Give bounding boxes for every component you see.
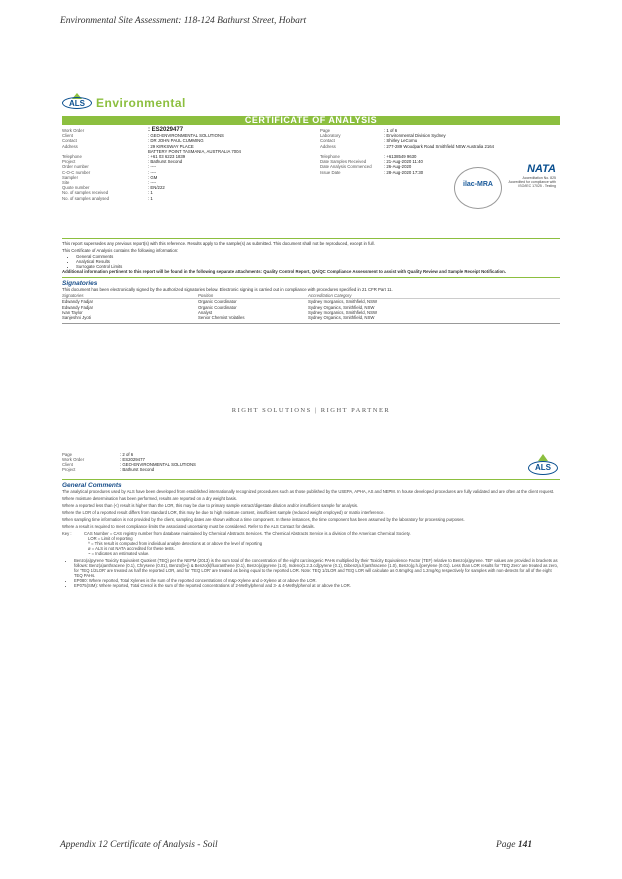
info-value: : Environmental Division Sydney (384, 133, 446, 139)
comment-paragraph: The analytical procedures used by ALS have been developed from established internationally recognized procedures such as those published by the USEPA, APHA, AS and NEPM. In house developed procedures are fully validated and are often at the client request. (62, 489, 555, 494)
info-label: Sampler (62, 174, 79, 180)
info-label: No. of samples analysed (62, 195, 110, 201)
label-work-order: Work Order (62, 457, 85, 462)
info-value: : DR JOHN PAUL CUMMING (148, 138, 204, 144)
value-page: : 2 of 6 (120, 452, 134, 457)
info-value: : ---- (148, 164, 157, 170)
info-value: : +6138549 9630 (384, 154, 417, 160)
comment-paragraph: When sampling time information is not provided by the client, sampling dates are shown without a time component. In these instances, the time component has been assumed by the laboratory for processing purposes. (62, 517, 465, 522)
table-row: Ivan Taylor Analyst Sydney Inorganics, Smithfield, NSW (62, 309, 378, 315)
supersedes-note: This report supersedes any previous report(s) with this reference. Results apply to the sample(s) as submitted. This document shall not be reproduced, except in full. (62, 241, 375, 246)
value-project: : Bathurst Second (120, 467, 155, 472)
general-comments-title: General Comments (62, 482, 122, 489)
info-value: : Bathurst Second (148, 159, 183, 165)
als-logo (62, 92, 560, 114)
general-comments (62, 489, 560, 588)
info-label: Site (62, 180, 70, 186)
info-label: Date Analysis Commenced (320, 164, 372, 170)
additional-info: Additional information pertinent to this report will be found in the following separate attachments: Quality Control Report, QA/QC Compliance Assessment to assist with Quality Review and Sample Receipt Notification. (62, 269, 506, 275)
info-value: : 26-Aug-2020 (384, 164, 412, 170)
page-number: Page 141 (496, 840, 533, 850)
info-value: : GM (148, 174, 158, 180)
right-labels (320, 128, 372, 175)
left-values (148, 128, 241, 201)
info-label: Telephone (62, 154, 82, 160)
info-label: No. of samples received (62, 190, 109, 196)
certificate-info (62, 125, 560, 237)
list-item: • Analytical Results (76, 259, 560, 264)
header-accreditation: Accreditation Category (308, 293, 352, 299)
certificate-of-analysis (62, 92, 560, 323)
list-item: • Surrogate Control Limits (76, 264, 560, 269)
info-value: : ---- (148, 169, 157, 175)
document-header: Environmental Site Assessment: 118-124 Bathurst Street, Hobart (60, 16, 307, 26)
label-project: Project (62, 467, 76, 472)
info-label: Issue Date (320, 169, 341, 175)
info-value: : ES2029477 (148, 127, 184, 133)
info-label: Order number (62, 164, 89, 170)
info-value: : 277-289 Woodpark Road Smithfield NSW Australia 2164 (384, 143, 495, 149)
info-value: BATTERY POINT TASMANIA, AUSTRALIA 7004 (148, 148, 241, 154)
comment-paragraph: Where moisture determination has been performed, results are reported on a dry weight basis. (62, 496, 238, 501)
info-label: Page (320, 128, 331, 133)
label-client: Client (62, 462, 73, 467)
signatories-title: Signatories (62, 279, 98, 287)
table-row: Sanjeshni Jyoti Senior Chemist Volatiles Sydney Organics, Smithfield, NSW (62, 315, 375, 321)
label-page: Page (62, 452, 73, 457)
ilac-mra-logo: ilac-MRA (454, 167, 502, 209)
info-value: : ---- (148, 180, 157, 186)
info-value: : 28-Aug-2020 17:30 (384, 169, 424, 175)
key-lines: CAS Number = CAS registry number from database maintained by Chemical Abstracts Services. The Chemical Abstracts Service is a division of the American Chemical Society. LOR = Limit of reporting ^ = This result is computed from individual analyte detections at or above the level of reporting ø = ALS is not NATA accredited for these tests. ~ = Indicates an estimated value. (84, 531, 411, 556)
nata-logo: NATA Accreditation No. 825 Accredited for compliance with ISO/IEC 17025 - Testing (508, 163, 556, 189)
info-label: C-O-C number (62, 169, 91, 175)
contains-note: This Certificate of Analysis contains the following information: (62, 248, 179, 254)
value-client: : GEO-ENVIRONMENTAL SOLUTIONS (120, 462, 196, 467)
brand-environmental: Environmental (96, 96, 186, 110)
info-label: Telephone (320, 154, 340, 160)
list-item: • EP075(SIM): Where reported, Total Cresol is the sum of the reported concentrations of 2-Methylphenol and 3- & 4-Methylphenol at or above the LOR. (74, 583, 560, 588)
signatories-intro: This document has been electronically signed by the authorized signatories below. Electronic signing is carried out in compliance with procedures specified in 21 CFR Part 11. (62, 286, 393, 292)
left-labels (62, 128, 109, 201)
comment-paragraph: Where the LOR of a reported result differs from standard LOR, this may be due to high moisture content, insufficient sample (reduced weight employed) or matrix interference. (62, 510, 385, 515)
info-label: Address (62, 143, 78, 149)
info-label: Contact (320, 138, 335, 144)
info-label: Quote number (62, 185, 90, 191)
info-value: : 1 of 6 (384, 128, 398, 133)
page2-info (62, 452, 560, 478)
header-position: Position (198, 293, 214, 299)
info-value: : EN/222 (148, 185, 165, 191)
tagline: RIGHT SOLUTIONS | RIGHT PARTNER (231, 407, 391, 414)
comment-paragraph: Where a result is required to meet compliance limits the associated uncertainty must be considered. Refer to the ALS Contact for details. (62, 524, 315, 529)
info-value: : 21-Aug-2020 11:40 (384, 159, 423, 165)
info-label: Client (62, 133, 73, 139)
contents-list (62, 254, 560, 270)
document-footer: Appendix 12 Certificate of Analysis - Soil (60, 840, 218, 850)
key-section (62, 531, 560, 556)
notes-list (62, 558, 560, 588)
als-logo-icon: ALS (528, 452, 558, 478)
als-logo-icon: ALS (62, 94, 92, 112)
info-label: Work Order (62, 128, 85, 133)
list-item: • EP080: Where reported, Total Xylenes is the sum of the reported concentrations of m&p-Xylene and o-Xylene at or above the LOR. (74, 578, 560, 583)
key-label: Key : (62, 531, 72, 536)
divider (62, 277, 560, 278)
info-value: : GEO-ENVIRONMENTAL SOLUTIONS (148, 133, 224, 139)
info-value: : 29 KIRKSWAY PLACE (148, 143, 194, 149)
info-label: Project (62, 159, 76, 165)
info-value: : Shirley LeCornu (384, 138, 418, 144)
general-comments-page (62, 452, 560, 588)
certificate-notes (62, 241, 560, 275)
value-work-order: : ES2029477 (120, 457, 145, 462)
info-value: : 1 (148, 195, 153, 201)
certificate-title: CERTIFICATE OF ANALYSIS (62, 116, 560, 125)
info-label: Address (320, 143, 336, 149)
divider (62, 323, 560, 324)
info-label: Date Samples Received (320, 159, 367, 165)
info-label: Laboratory (320, 133, 341, 139)
table-row: Edwandy Fadjar Organic Coordinator Sydney Inorganics, Smithfield, NSW (62, 299, 378, 305)
divider (62, 479, 560, 480)
divider (62, 238, 560, 239)
list-item: • Benzo(a)pyrene Toxicity Equivalent Quotient (TEQ) per the NEPM (2013) is the sum total of the concentration of the eight carcinogenic PAHs multiplied by their Toxicity Equivalence Factor (TEF) relative to Benzo(a)pyrene. TEF values are provided in brackets as follows: Benz(a)anthracene (0.1), Chrysene (0.01), Benzo(b+j) & Benzo(k)fluoranthene (0.1), Benzo(a)pyrene (1.0), Indeno(1.2.3.cd)pyrene (0.1), Dibenz(a.h)anthracene (1.0), Benzo(g.h.i)perylene (0.01). Less than LOR results for 'TEQ Zero' are treated as zero, for 'TEQ 1/2LOR' are treated as half the reported LOR, and for 'TEQ LOR' are treated as being equal to the reported LOR. Note: TEQ 1/2LOR and TEQ LOR will calculate as 0.6mg/Kg and 1.2mg/Kg respectively for samples with non-detects for all of the eight TEQ PAHs. (74, 558, 560, 578)
info-value: : +61 03 6223 1839 (148, 154, 186, 160)
info-value: : 1 (148, 190, 153, 196)
info-label: Contact (62, 138, 77, 144)
header-signatories: Signatories (62, 293, 84, 299)
comment-paragraph: Where a reported less than (<) result is higher than the LOR, this may be due to primary sample extract/digestate dilution and/or insufficient sample for analysis. (62, 503, 359, 508)
list-item: • General Comments (76, 254, 560, 259)
table-row: Edwandy Fadjar Organic Coordinator Sydney Organics, Smithfield, NSW (62, 304, 375, 310)
signatories-table (62, 293, 560, 323)
